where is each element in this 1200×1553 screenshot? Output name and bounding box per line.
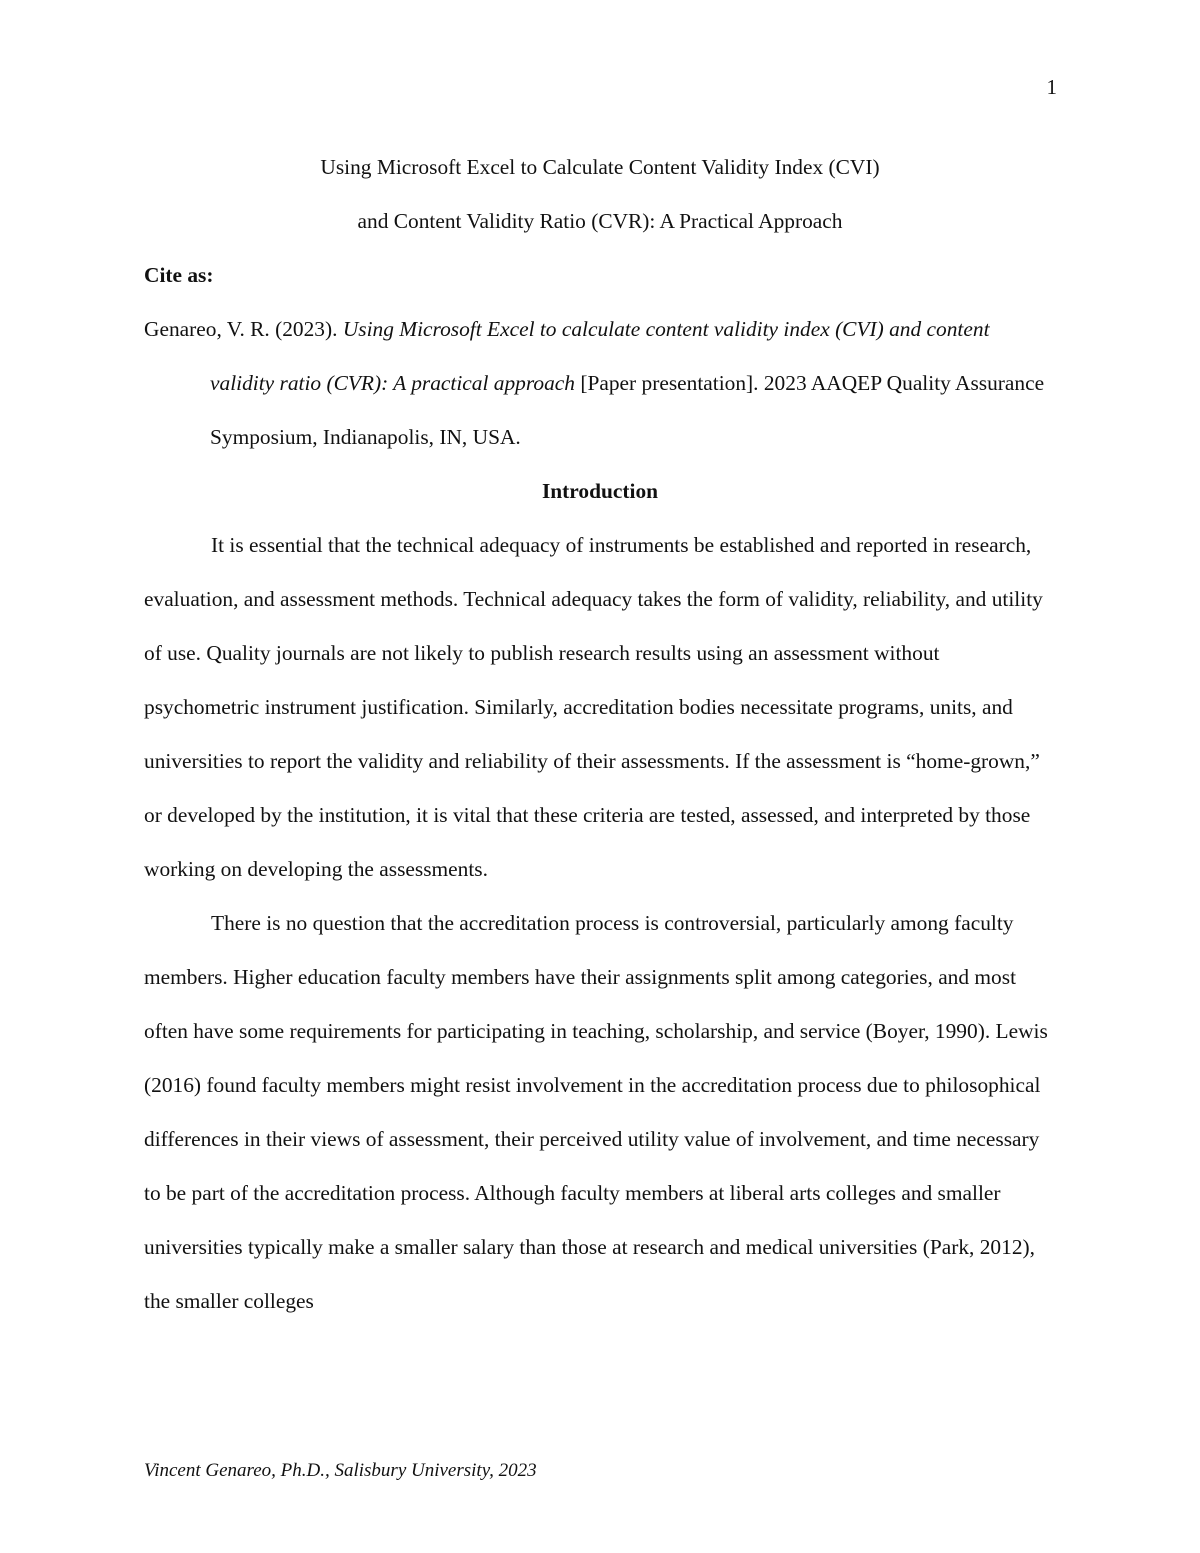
page-number: 1 — [1046, 75, 1057, 99]
citation-authors: Genareo, V. R. (2023). — [144, 317, 343, 341]
body-paragraph: There is no question that the accreditation process is controversial, particularly among faculty members. Higher education faculty members have their assignments split among categories, and most often have some requirements for participating in teaching, scholarship, and service (Boyer, 1990). Lewis (2016) found faculty members might resist involvement in the accreditation process due to philosophical differences in their views of assessment, their perceived utility value of involvement, and time necessary to be part of the accreditation process. Although faculty members at liberal arts colleges and smaller universities typically make a smaller salary than those at research and medical universities (Park, 2012), the smaller colleges — [144, 911, 1048, 1313]
document-title-line-1: Using Microsoft Excel to Calculate Content Validity Index (CVI) — [320, 155, 880, 179]
citation-details: [Paper presentation]. 2023 AAQEP Quality Assurance Symposium, Indianapolis, IN, USA. — [210, 371, 1045, 449]
citation-reference — [144, 302, 1056, 464]
document-body — [144, 140, 1056, 1328]
body-paragraph: It is essential that the technical adequacy of instruments be established and reported in research, evaluation, and assessment methods. Technical adequacy takes the form of validity, reliability, and utility of use. Quality journals are not likely to publish research results using an assessment without psychometric instrument justification. Similarly, accreditation bodies necessitate programs, units, and universities to report the validity and reliability of their assessments. If the assessment is “home-grown,” or developed by the institution, it is vital that these criteria are tested, assessed, and interpreted by those working on developing the assessments. — [144, 533, 1043, 881]
section-heading: Introduction — [541, 479, 659, 503]
page-footer: Vincent Genareo, Ph.D., Salisbury University, 2023 — [144, 1460, 537, 1481]
cite-as-label: Cite as: — [144, 263, 214, 287]
citation-work-title: Using Microsoft Excel to calculate content validity index (CVI) and content validity ratio (CVR): A practical approach — [210, 317, 990, 395]
document-title-line-2: and Content Validity Ratio (CVR): A Practical Approach — [357, 209, 843, 233]
